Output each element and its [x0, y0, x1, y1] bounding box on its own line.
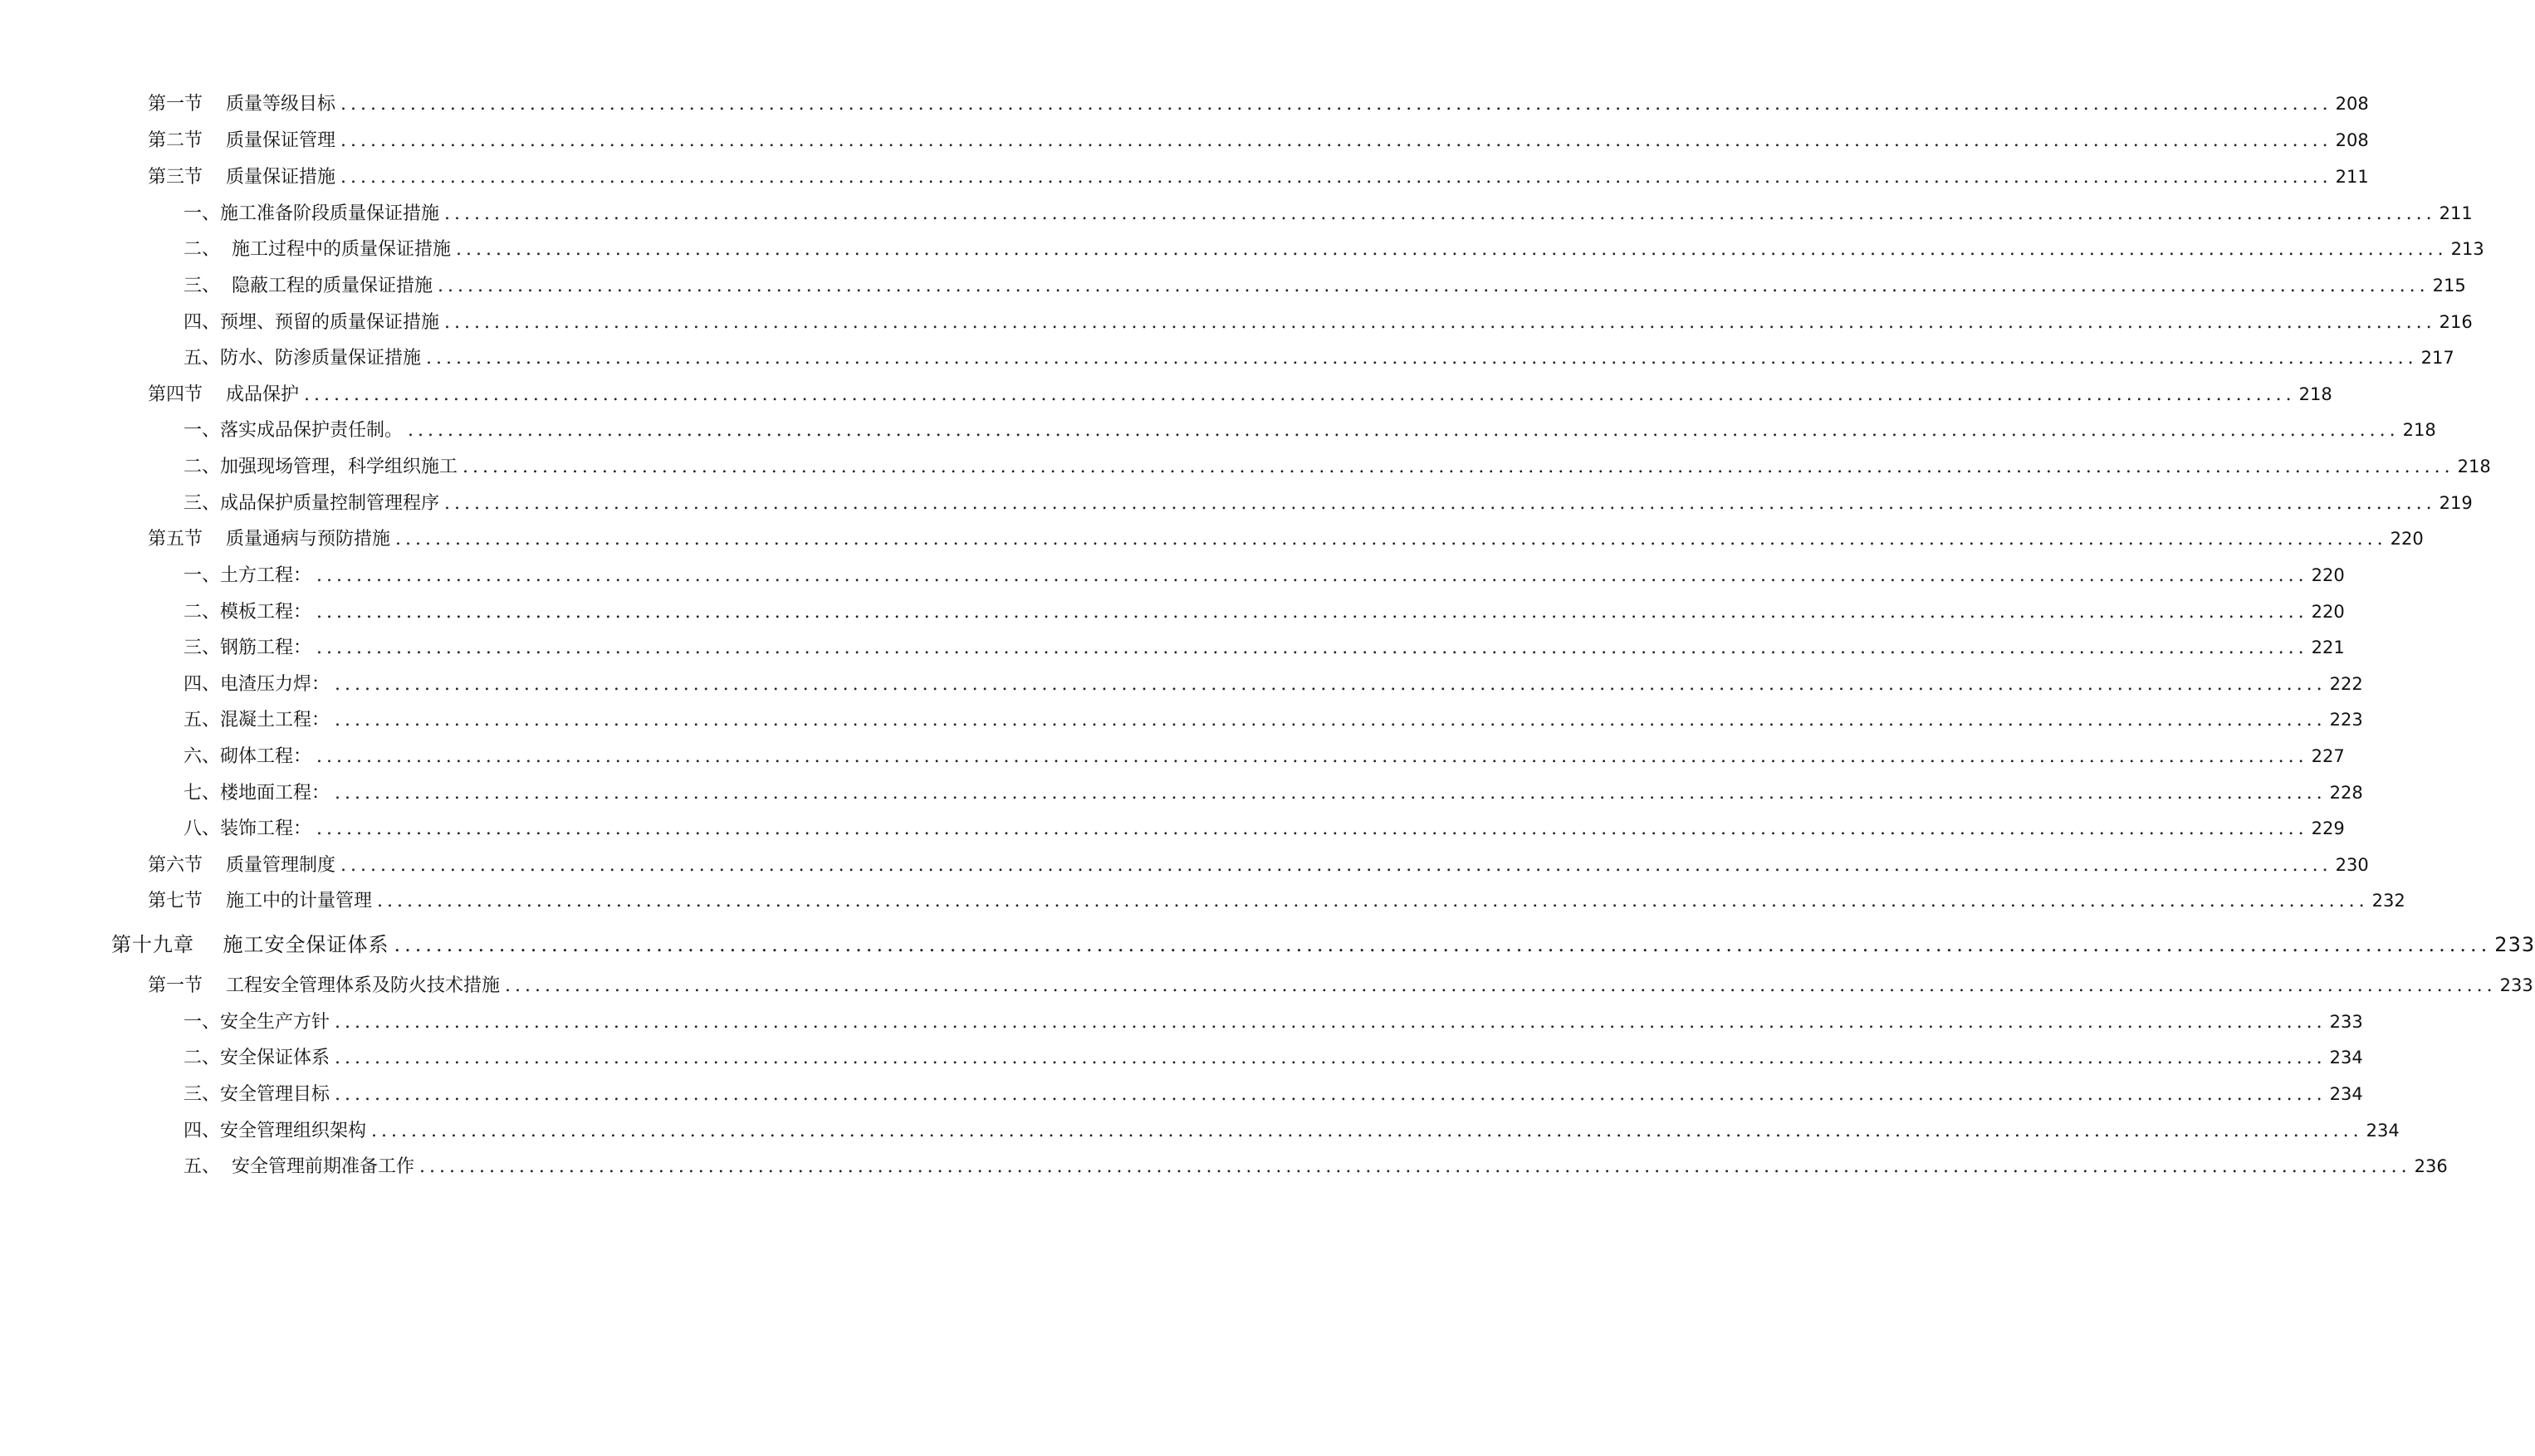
toc-entry[interactable]: [184, 488, 2473, 518]
toc-entry[interactable]: [184, 597, 2345, 627]
toc-page-number: 215: [2432, 276, 2466, 296]
toc-entry[interactable]: [184, 1116, 2400, 1146]
toc-page-number: 211: [2439, 203, 2473, 223]
toc-entry-title: 八、装饰工程：: [184, 818, 312, 839]
toc-entry-title: 五、防水、防渗质量保证措施: [184, 348, 422, 369]
toc-page-number: 236: [2414, 1156, 2448, 1176]
toc-dot-leader: ........................................................................................................................................................................................................: [335, 1084, 2327, 1105]
toc-page-number: 229: [2311, 818, 2345, 838]
toc-page-number: 234: [2366, 1121, 2400, 1141]
toc-dot-leader: ........................................................................................................................................................................................................: [456, 239, 2448, 260]
toc-entry-title: 第一节 工程安全管理体系及防火技术措施: [148, 975, 500, 996]
toc-page-number: 208: [2335, 130, 2369, 150]
toc-dot-leader: ........................................................................................................................................................................................................: [303, 384, 2296, 405]
toc-dot-leader: ........................................................................................................................................................................................................: [444, 203, 2436, 224]
toc-page-number: 220: [2390, 529, 2424, 549]
toc-page-number: 220: [2311, 565, 2345, 585]
toc-entry[interactable]: [184, 705, 2363, 735]
toc-page-number: 219: [2439, 493, 2473, 513]
toc-page-number: 233: [2499, 975, 2533, 995]
toc-dot-leader: ........................................................................................................................................................................................................: [340, 130, 2332, 151]
toc-entry[interactable]: [184, 633, 2345, 662]
toc-entry[interactable]: [148, 162, 2369, 192]
toc-page-number: 218: [2457, 457, 2491, 476]
toc-entry[interactable]: [184, 1007, 2363, 1037]
toc-page-number: 221: [2311, 638, 2345, 657]
toc-dot-leader: ........................................................................................................................................................................................................: [444, 493, 2436, 514]
toc-page-number: 218: [2402, 420, 2436, 440]
toc-dot-leader: ........................................................................................................................................................................................................: [426, 348, 2418, 369]
toc-entry-title: 三、安全管理目标: [184, 1084, 330, 1105]
toc-entry-title: 六、砌体工程：: [184, 746, 312, 767]
toc-entry-title: 七、楼地面工程：: [184, 783, 330, 804]
toc-page-number: 208: [2335, 94, 2369, 114]
toc-entry-title: 四、预埋、预留的质量保证措施: [184, 312, 440, 333]
toc-entry-title: 五、 安全管理前期准备工作: [184, 1156, 414, 1177]
toc-page-number: 234: [2329, 1084, 2363, 1104]
toc-entry[interactable]: [184, 560, 2345, 590]
toc-entry-title: 第五节 质量通病与预防措施: [148, 529, 390, 550]
toc-page-number: 233: [2494, 933, 2535, 956]
toc-dot-leader: ........................................................................................................................................................................................................: [335, 783, 2327, 804]
toc-entry-title: 二、安全保证体系: [184, 1048, 330, 1068]
toc-entry[interactable]: [148, 89, 2369, 119]
toc-dot-leader: ........................................................................................................................................................................................................: [408, 420, 2400, 441]
toc-entry[interactable]: [184, 271, 2466, 300]
toc-entry-title: 第四节 成品保护: [148, 384, 299, 405]
toc-dot-leader: ........................................................................................................................................................................................................: [394, 933, 2492, 956]
toc-entry-title: 四、电渣压力焊：: [184, 674, 330, 695]
toc-page-number: 232: [2371, 891, 2405, 911]
toc-dot-leader: ........................................................................................................................................................................................................: [335, 1012, 2327, 1033]
toc-entry[interactable]: [184, 234, 2484, 264]
toc-dot-leader: ........................................................................................................................................................................................................: [316, 565, 2308, 586]
toc-entry[interactable]: [184, 307, 2473, 337]
toc-dot-leader: ........................................................................................................................................................................................................: [335, 710, 2327, 730]
toc-dot-leader: ........................................................................................................................................................................................................: [316, 818, 2308, 839]
toc-page-number: 211: [2335, 167, 2369, 187]
toc-page-number: 218: [2298, 384, 2332, 404]
toc-entry[interactable]: [184, 814, 2345, 843]
toc-dot-leader: ........................................................................................................................................................................................................: [335, 1048, 2327, 1068]
toc-entry[interactable]: [148, 125, 2369, 155]
toc-dot-leader: ........................................................................................................................................................................................................: [316, 638, 2308, 658]
toc-entry[interactable]: [148, 886, 2405, 916]
toc-entry[interactable]: [111, 930, 2535, 960]
toc-entry[interactable]: [184, 1151, 2448, 1181]
toc-entry[interactable]: [148, 379, 2332, 409]
toc-entry-title: 二、模板工程：: [184, 602, 312, 623]
toc-page-number: 233: [2329, 1012, 2363, 1032]
toc-entry-title: 一、落实成品保护责任制。: [184, 420, 404, 441]
toc-entry-title: 第三节 质量保证措施: [148, 167, 335, 188]
toc-page-number: 222: [2329, 674, 2363, 694]
toc-page-number: 223: [2329, 710, 2363, 730]
toc-entry[interactable]: [148, 970, 2533, 1000]
toc-entry[interactable]: [148, 850, 2369, 880]
toc-dot-leader: ........................................................................................................................................................................................................: [340, 167, 2332, 188]
toc-dot-leader: ........................................................................................................................................................................................................: [376, 891, 2369, 911]
toc-page-number: 213: [2450, 239, 2484, 259]
toc-entry[interactable]: [184, 415, 2436, 445]
toc-entry-title: 三、成品保护质量控制管理程序: [184, 493, 440, 514]
toc-dot-leader: ........................................................................................................................................................................................................: [419, 1156, 2411, 1177]
toc-dot-leader: ........................................................................................................................................................................................................: [462, 457, 2454, 477]
toc-dot-leader: ........................................................................................................................................................................................................: [340, 94, 2332, 115]
toc-entry[interactable]: [184, 343, 2454, 373]
toc-entry-title: 二、加强现场管理，科学组织施工: [184, 457, 458, 477]
toc-dot-leader: ........................................................................................................................................................................................................: [340, 855, 2332, 876]
toc-page-number: 228: [2329, 783, 2363, 803]
toc-entry-title: 二、 施工过程中的质量保证措施: [184, 239, 451, 260]
toc-dot-leader: ........................................................................................................................................................................................................: [371, 1121, 2363, 1141]
toc-page-number: 227: [2311, 746, 2345, 766]
toc-dot-leader: ........................................................................................................................................................................................................: [438, 276, 2430, 296]
toc-entry-title: 一、施工准备阶段质量保证措施: [184, 203, 440, 224]
toc-entry[interactable]: [184, 1079, 2363, 1109]
toc-entry-title: 三、 隐蔽工程的质量保证措施: [184, 276, 433, 296]
toc-page-number: 220: [2311, 602, 2345, 622]
toc-page-number: 230: [2335, 855, 2369, 875]
toc-entry[interactable]: [184, 778, 2363, 808]
toc-dot-leader: ........................................................................................................................................................................................................: [394, 529, 2387, 550]
toc-entry[interactable]: [148, 524, 2424, 554]
toc-entry-title: 一、安全生产方针: [184, 1012, 330, 1033]
toc-entry-title: 第六节 质量管理制度: [148, 855, 335, 876]
toc-dot-leader: ........................................................................................................................................................................................................: [316, 602, 2308, 623]
toc-entry[interactable]: [184, 669, 2363, 699]
toc-entry-title: 第十九章 施工安全保证体系: [111, 933, 389, 956]
toc-dot-leader: ........................................................................................................................................................................................................: [335, 674, 2327, 695]
toc-entry-title: 三、钢筋工程：: [184, 638, 312, 658]
toc-entry[interactable]: [184, 1043, 2363, 1072]
toc-entry-title: 四、安全管理组织架构: [184, 1121, 367, 1141]
toc-dot-leader: ........................................................................................................................................................................................................: [444, 312, 2436, 333]
toc-entry[interactable]: [184, 741, 2345, 771]
toc-entry[interactable]: [184, 452, 2491, 481]
toc-entry-title: 五、混凝土工程：: [184, 710, 330, 730]
toc-entry-title: 一、土方工程：: [184, 565, 312, 586]
toc-entry-title: 第一节 质量等级目标: [148, 94, 335, 115]
toc-page-number: 216: [2439, 312, 2473, 332]
toc-page-number: 234: [2329, 1048, 2363, 1068]
toc-entry[interactable]: [184, 198, 2473, 228]
toc-dot-leader: ........................................................................................................................................................................................................: [504, 975, 2497, 996]
toc-dot-leader: ........................................................................................................................................................................................................: [316, 746, 2308, 767]
toc-page-number: 217: [2420, 348, 2454, 368]
toc-entry-title: 第七节 施工中的计量管理: [148, 891, 372, 911]
toc-entry-title: 第二节 质量保证管理: [148, 130, 335, 151]
